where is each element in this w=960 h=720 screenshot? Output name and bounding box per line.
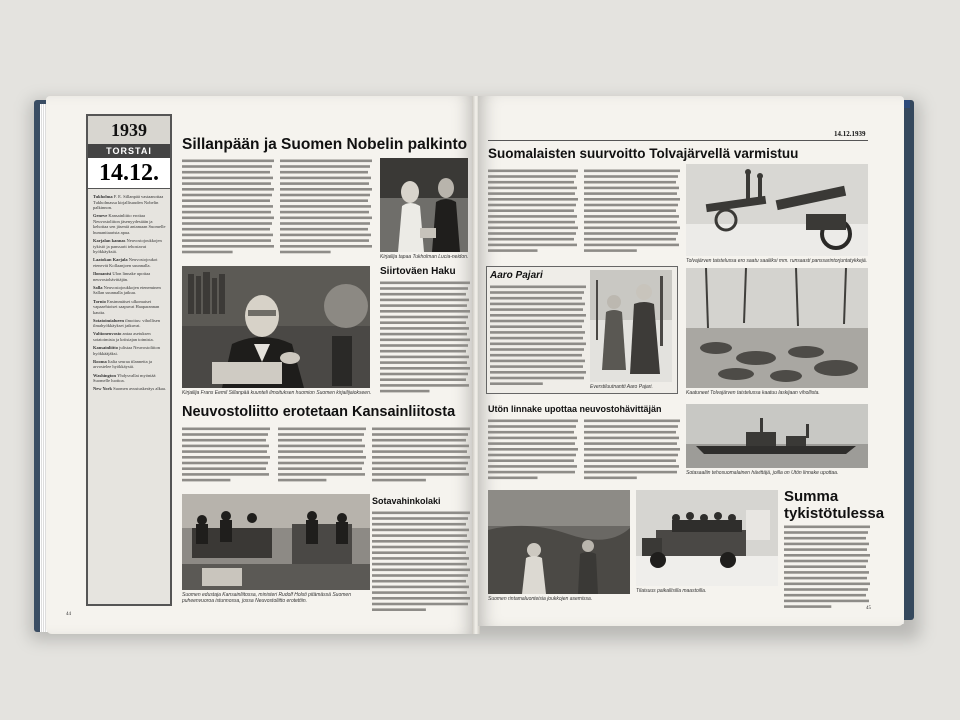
text-line [280, 182, 369, 185]
caption-aftermath: Kaatuneet Tolvajärven taistelussa kaatuu laskijaan vihollista. [686, 390, 820, 396]
text-line [182, 239, 271, 242]
text-line [372, 603, 468, 606]
sidebar-entry: Geneve Kansainliitto erottaa Neuvostoliiton jäsenyydestään ja kehottaa sen jäseniä antamaan Suomelle humanitaarista apua. [93, 213, 166, 236]
text-line [182, 251, 233, 254]
text-line [490, 291, 584, 294]
text-line [372, 428, 470, 431]
text-column [372, 426, 470, 488]
text-line [784, 554, 870, 557]
text-line [584, 448, 680, 451]
right-header-rule [488, 140, 868, 141]
sidebar-entry: Ilomantsi Ulon linnake upottaa neuvostohävittäjän. [93, 271, 151, 282]
text-column [372, 510, 470, 614]
text-line [488, 459, 574, 462]
text-line [380, 384, 469, 387]
text-line [584, 238, 676, 241]
text-line [488, 249, 538, 252]
text-line [784, 605, 831, 608]
text-line [280, 199, 368, 202]
text-line [278, 439, 362, 442]
text-line [280, 251, 331, 254]
text-line [490, 325, 582, 328]
text-line [280, 234, 371, 237]
text-line [280, 171, 368, 174]
text-line [488, 448, 578, 451]
text-line [488, 187, 577, 190]
text-line [784, 600, 869, 603]
subhead-sotavahinkolaki: Sotavahinkolaki [372, 496, 441, 506]
text-line [490, 337, 583, 340]
text-line [372, 439, 466, 442]
text-line [372, 608, 426, 611]
text-line [584, 232, 678, 235]
text-line [584, 244, 679, 247]
pajari-photo [590, 270, 672, 382]
text-line [380, 339, 470, 342]
text-line [584, 181, 676, 184]
text-line [490, 320, 584, 323]
text-line [380, 350, 466, 353]
text-line [278, 467, 362, 470]
text-line [380, 299, 469, 302]
summa-headline: Summa tykistötulessa [784, 488, 885, 522]
text-line [784, 531, 868, 534]
text-line [490, 365, 583, 368]
text-line [584, 249, 637, 252]
sidebar-entry: Sotatoimialueen ilmoitus: vihollisen ilmahyökkäykset jatkuvat. [93, 317, 161, 329]
text-line [182, 467, 266, 470]
left-page-number: 44 [66, 612, 71, 617]
text-line [372, 450, 467, 453]
caption-destroyer: Sotasaaliin tehosuomalainen hävittäjä, joilla on Utön linnake upottaa. [686, 470, 839, 476]
text-line [488, 454, 576, 457]
text-line [488, 477, 538, 480]
text-line [784, 548, 867, 551]
text-column [488, 418, 578, 486]
text-line [584, 170, 680, 173]
destroyer-photo [686, 404, 868, 468]
text-line [372, 512, 470, 515]
caption-pajari: Everstiluutnantti Aaro Pajari. [590, 384, 653, 390]
text-line [182, 171, 270, 174]
text-line [784, 526, 870, 529]
year-label: 1939 [88, 116, 170, 145]
text-line [372, 534, 467, 537]
text-line [584, 477, 637, 480]
text-line [182, 160, 274, 163]
text-line [280, 217, 372, 220]
text-line [584, 431, 676, 434]
text-line [372, 546, 468, 549]
text-line [784, 543, 869, 546]
text-line [488, 198, 578, 201]
text-line [182, 456, 270, 459]
text-line [488, 420, 578, 423]
text-line [372, 445, 469, 448]
text-line [784, 594, 866, 597]
caption-guns: Tolvajärven taistelussa ero saatu saaliiksi mm. runsaasti panssarintorjuntatykkejä. [686, 258, 868, 264]
text-line [182, 222, 272, 225]
text-line [372, 529, 469, 532]
sidebar-entry: New York Suomen avustuskeräys alkaa. [93, 386, 166, 392]
subhead-siirtovaen: Siirtoväen Haku [380, 266, 456, 277]
text-line [488, 221, 575, 224]
date-sidebar [86, 114, 172, 606]
text-line [584, 459, 676, 462]
text-line [182, 439, 266, 442]
left-headline-2: Neuvostoliitto erotetaan Kansainliitosta [182, 404, 456, 420]
text-column [584, 168, 680, 258]
text-line [280, 160, 372, 163]
text-column [490, 284, 586, 388]
text-line [182, 234, 273, 237]
text-line [490, 382, 543, 385]
sidebar-entry: Kansainliitto julistaa Neuvostoliiton hyökkääjäksi. [93, 345, 161, 356]
text-line [182, 205, 273, 208]
text-line [182, 182, 271, 185]
text-line [372, 473, 469, 476]
text-line [488, 425, 576, 428]
text-line [372, 574, 468, 577]
text-line [490, 308, 583, 311]
text-line [372, 523, 466, 526]
sidebar-entry: Laatokan Karjala Neuvostojoukot etenevät Kollaanjoen suunnalla. [93, 257, 158, 269]
right-date: 14.12.1939 [834, 130, 866, 138]
text-line [380, 356, 469, 359]
text-line [278, 445, 365, 448]
text-line [280, 239, 369, 242]
text-line [280, 205, 371, 208]
text-line [584, 425, 678, 428]
text-line [380, 390, 430, 393]
text-line [182, 479, 230, 482]
text-line [380, 316, 468, 319]
sillanpaa-photo [182, 266, 370, 388]
text-line [372, 591, 467, 594]
aaro-pajari-head: Aaro Pajari [490, 270, 543, 281]
text-line [490, 371, 586, 374]
text-line [372, 433, 468, 436]
text-line [280, 211, 369, 214]
text-line [784, 588, 868, 591]
text-line [490, 354, 582, 357]
text-line [784, 560, 868, 563]
text-line [584, 187, 679, 190]
trench-photo [488, 490, 630, 594]
text-line [784, 565, 866, 568]
text-line [488, 170, 578, 173]
text-line [488, 238, 574, 241]
text-column [380, 280, 470, 394]
text-line [488, 227, 578, 230]
text-line [278, 456, 366, 459]
text-line [182, 217, 274, 220]
text-line [488, 204, 576, 207]
text-line [488, 442, 575, 445]
left-main-headline: Sillanpään ja Suomen Nobelin palkinto [182, 136, 468, 153]
text-line [280, 188, 372, 191]
text-line [372, 551, 466, 554]
caption-trench: Suomen rintamaluonteisia joukkojen asemissa. [488, 596, 593, 602]
subhead-uton: Utön linnake upottaa neuvostohävittäjän [488, 404, 662, 414]
text-line [380, 367, 470, 370]
sidebar-entry: Tukholma F. E. Sillanpää vastaanottaa Tukholmassa kirjallisuuden Nobelin palkinnon. [93, 194, 164, 211]
text-line [182, 165, 272, 168]
text-line [584, 209, 676, 212]
text-column [488, 168, 578, 258]
text-line [488, 244, 577, 247]
lucia-photo [380, 158, 468, 252]
date-label: 14.12. [88, 158, 170, 189]
text-line [182, 199, 270, 202]
text-column [584, 418, 680, 486]
text-line [182, 188, 274, 191]
text-line [372, 580, 466, 583]
sidebar-entry: Tornio Ensimmäiset ulkomaiset vapaaehtoiset saapuvat Haaparannan kautta. [93, 298, 160, 315]
truck-photo [636, 490, 778, 586]
text-line [182, 473, 269, 476]
text-line [372, 563, 467, 566]
text-line [380, 361, 467, 364]
text-line [584, 215, 679, 218]
text-line [182, 177, 273, 180]
caption-sillanpaa: Kirjailija Frans Eemil Sillanpää kuunteli ilmoituksen huomion Suomen kirjailijaiokseen. [182, 390, 372, 396]
text-line [372, 479, 426, 482]
text-line [380, 344, 468, 347]
text-line [584, 420, 680, 423]
assembly-photo [182, 494, 370, 590]
text-line [584, 192, 677, 195]
text-line [488, 465, 577, 468]
text-line [488, 232, 576, 235]
text-line [380, 378, 466, 381]
text-line [490, 286, 586, 289]
text-line [488, 181, 574, 184]
text-line [380, 321, 466, 324]
text-line [280, 228, 368, 231]
right-page-number: 45 [866, 606, 871, 611]
text-line [584, 204, 678, 207]
text-line [584, 465, 679, 468]
text-line [380, 282, 470, 285]
caption-assembly: Suomen edustaja Kansainliitossa, ministeri Rudolf Holsti pitämässä Suomen puheenvuoroa istunnossa, jossa Neuvostoliitto erotettiin. [182, 592, 351, 604]
text-line [182, 228, 270, 231]
text-line [278, 462, 364, 465]
captured-guns-photo [686, 164, 868, 256]
sidebar-entry: Karjalan kannas Neuvostojoukkojen tykistö ja panssarit tehostavat hyökkäyksiä. [93, 238, 162, 255]
text-line [584, 471, 677, 474]
text-line [380, 304, 467, 307]
text-line [182, 245, 274, 248]
text-line [278, 473, 365, 476]
text-column [182, 426, 270, 488]
text-line [372, 467, 466, 470]
battle-aftermath-photo [686, 268, 868, 388]
text-line [490, 343, 586, 346]
text-line [182, 211, 271, 214]
sidebar-entry: Valtioneuvosto antaa asetuksen sotatoimista ja kriisiajan toimista. [93, 331, 154, 343]
text-column [278, 426, 366, 488]
text-line [380, 373, 468, 376]
text-line [584, 175, 678, 178]
text-line [490, 314, 586, 317]
text-line [280, 177, 371, 180]
text-line [182, 445, 269, 448]
text-line [182, 428, 270, 431]
text-line [372, 557, 469, 560]
text-line [372, 540, 470, 543]
caption-lucia: Kirjailija tapaa Tukholman Lucia-neidon. [380, 254, 469, 260]
text-line [490, 303, 585, 306]
text-line [584, 198, 680, 201]
text-line [372, 597, 470, 600]
text-line [584, 442, 677, 445]
text-line [584, 227, 680, 230]
text-line [380, 333, 467, 336]
text-line [490, 297, 582, 300]
right-main-headline: Suomalaisten suurvoitto Tolvajärvellä varmistuu [488, 146, 799, 161]
text-line [488, 175, 576, 178]
text-column [280, 158, 372, 260]
text-line [278, 433, 364, 436]
text-line [278, 428, 366, 431]
text-line [280, 165, 370, 168]
text-line [380, 327, 469, 330]
text-line [278, 450, 363, 453]
text-line [584, 221, 677, 224]
sidebar-entries [93, 194, 167, 394]
text-line [280, 245, 372, 248]
text-line [380, 287, 468, 290]
weekday-label: TORSTAI [88, 144, 170, 158]
text-line [372, 456, 470, 459]
text-line [490, 348, 584, 351]
text-line [784, 577, 867, 580]
sidebar-entry: Salla Neuvostojoukkojen eteneminen Sallan suunnalla jatkuu. [93, 284, 161, 296]
text-line [784, 571, 869, 574]
text-line [380, 293, 466, 296]
text-line [182, 462, 268, 465]
text-line [372, 517, 468, 520]
sidebar-entry: Washington Yhdysvallat myöntää Suomelle luottoa. [93, 372, 156, 384]
text-line [278, 479, 326, 482]
text-line [372, 569, 470, 572]
text-line [380, 310, 470, 313]
text-line [784, 537, 866, 540]
text-line [488, 431, 574, 434]
text-column [784, 524, 870, 614]
sidebar-entry: Rooma Italia seuraa tilannetta ja arvostelee hyökkäystä. [93, 358, 152, 370]
text-line [584, 437, 679, 440]
text-line [490, 331, 585, 334]
text-line [280, 194, 370, 197]
text-line [372, 462, 468, 465]
text-line [490, 377, 584, 380]
text-line [182, 450, 267, 453]
caption-truck: Tilaisuus paikallisilla maastoilla. [636, 588, 707, 594]
text-line [372, 586, 469, 589]
text-line [280, 222, 370, 225]
text-column [182, 158, 274, 260]
text-line [488, 471, 575, 474]
text-line [488, 209, 574, 212]
text-line [488, 192, 575, 195]
text-line [784, 583, 870, 586]
text-line [182, 194, 272, 197]
text-line [490, 360, 585, 363]
text-line [182, 433, 268, 436]
text-line [488, 437, 577, 440]
text-line [488, 215, 577, 218]
text-line [584, 454, 678, 457]
